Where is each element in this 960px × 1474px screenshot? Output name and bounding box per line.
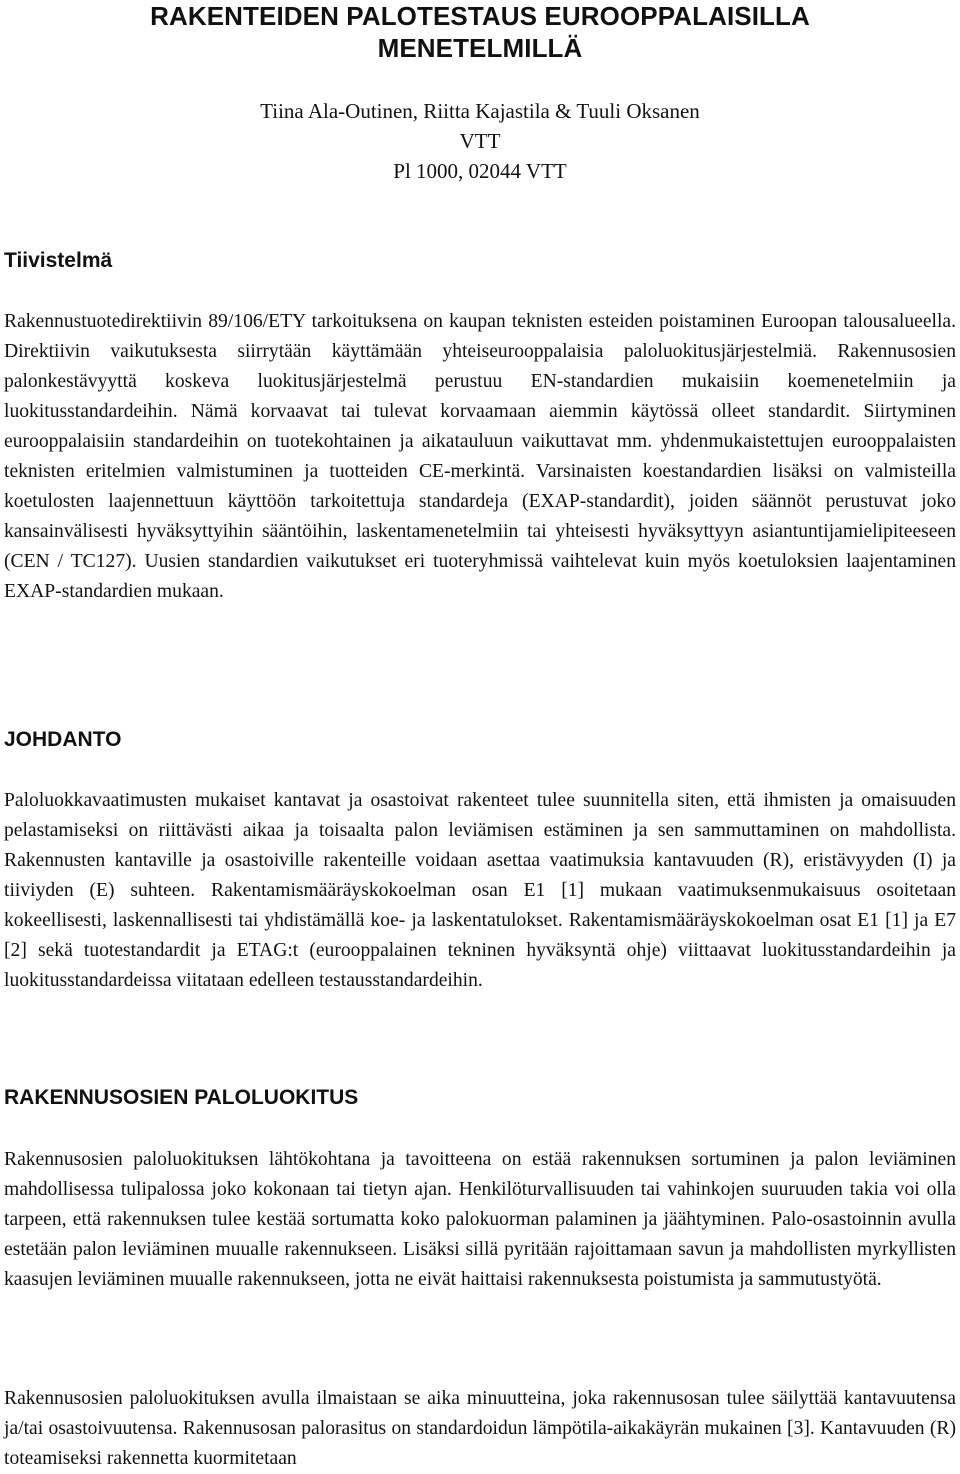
author-names: Tiina Ala-Outinen, Riitta Kajastila & Tuuli Oksanen — [260, 99, 700, 123]
classification-heading: RAKENNUSOSIEN PALOLUOKITUS — [4, 1086, 359, 1109]
classification-paragraph-2: Rakennusosien paloluokituksen avulla ilmaistaan se aika minuutteina, joka rakennusosan tulee säilyttää kantavuutensa ja/tai osastoivuutensa. Rakennusosan palorasitus on standardoidun lämpötila-aikakäyrän mukainen [3]. Kantavuuden (R) toteamiseksi rakennetta kuormitetaan — [4, 1388, 956, 1469]
introduction-paragraph: Paloluokkavaatimusten mukaiset kantavat ja osastoivat rakenteet tulee suunnitella siten, että ihmisten ja omaisuuden pelastamiseksi on riittävästi aikaa ja toisaalta palon leviämisen estäminen ja sen sammuttaminen on mahdollista. Rakennusten kantaville ja osastoiville rakenteille voidaan asettaa vaatimuksia kantavuuden (R), eristävyyden (I) ja tiiviyden (E) suhteen. Rakentamismääräyskokoelman osan E1 [1] mukaan vaatimuksenmukaisuus osoitetaan kokeellisesti, laskennallisesti tai yhdistämällä koe- ja laskentatulokset. Rakentamismääräyskokoelman osat E1 [1] ja E7 [2] sekä tuotestandardit ja ETAG:t (eurooppalainen tekninen hyväksyntä ohje) viittaavat luokitusstandardeihin ja luokitusstandardeissa viitataan edelleen testausstandardeihin. — [4, 790, 956, 991]
abstract-heading: Tiivistelmä — [4, 249, 113, 272]
author-block — [0, 96, 960, 186]
abstract-paragraph: Rakennustuotedirektiivin 89/106/ETY tarkoituksena on kaupan teknisten esteiden poistaminen Euroopan talousalueella. Direktiivin vaikutuksesta siirrytään käyttämään yhteiseurooppalaisia paloluokitusjärjestelmiä. Rakennusosien palonkestävyyttä koskeva luokitusjärjestelmä perustuu EN-standardien mukaisiin koemenetelmiin ja luokitusstandardeihin. Nämä korvaavat tai tulevat korvaamaan aiemmin käytössä olleet standardit. Siirtyminen eurooppalaisiin standardeihin on tuotekohtainen ja aikatauluun vaikuttavat mm. yhdenmukaistettujen eurooppalaisten teknisten eritelmien valmistuminen ja tuotteiden CE-merkintä. Varsinaisten koestandardien lisäksi on valmisteilla koetulosten laajennettuun käyttöön tarkoitettuja standardeja (EXAP-standardit), joiden säännöt perustuvat joko kansainvälisesti hyväksyttyihin sääntöihin, laskentamenetelmiin tai yhteisesti hyväksyttyyn asiantuntijamielipiteeseen (CEN / TC127). Uusien standardien vaikutukset eri tuoteryhmissä vaihtelevat kuin myös koetuloksien laajentaminen EXAP-standardien mukaan. — [4, 311, 956, 602]
author-organization: VTT — [459, 129, 501, 153]
paper-title-line-1: RAKENTEIDEN PALOTESTAUS EUROOPPALAISILLA — [150, 1, 810, 31]
introduction-heading: JOHDANTO — [4, 728, 122, 751]
paper-title-line-2: MENETELMILLÄ — [377, 33, 583, 63]
paper-title — [0, 0, 960, 64]
author-address: Pl 1000, 02044 VTT — [393, 159, 567, 183]
classification-paragraph-1: Rakennusosien paloluokituksen lähtökohtana ja tavoitteena on estää rakennuksen sortuminen ja palon leviäminen mahdollisessa tulipalossa joko kokonaan tai tietyn ajan. Henkilöturvallisuuden tai vahinkojen suuruuden takia voi olla tarpeen, että rakennuksen tulee kestää sortumatta koko palokuorman palaminen ja jäähtyminen. Palo-osastoinnin avulla estetään palon leviäminen muualle rakennukseen. Lisäksi sillä pyritään rajoittamaan savun ja mahdollisten myrkyllisten kaasujen leviäminen muualle rakennukseen, jotta ne eivät haittaisi rakennuksesta poistumista ja sammutustyötä. — [4, 1149, 956, 1290]
